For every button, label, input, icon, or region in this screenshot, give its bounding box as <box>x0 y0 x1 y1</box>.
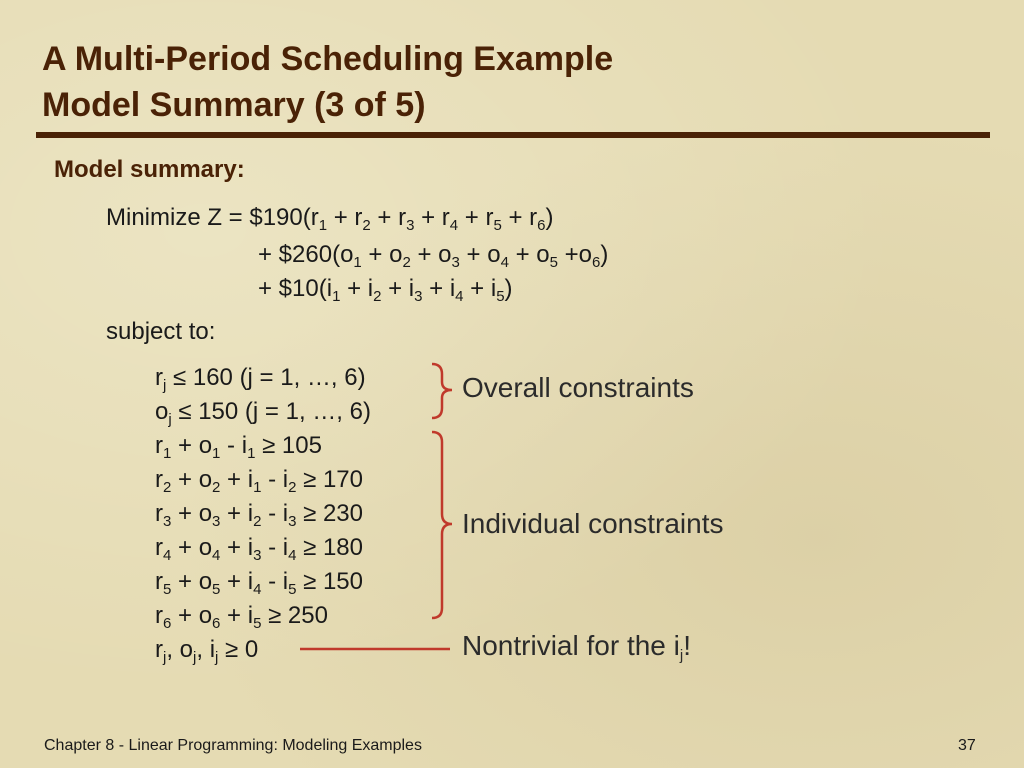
subscript: 3 <box>288 513 297 530</box>
math-text: ) <box>504 275 513 302</box>
math-text: + i <box>220 602 254 629</box>
math-text: ) <box>545 204 554 231</box>
subscript: 1 <box>318 217 328 234</box>
subscript: 3 <box>406 217 415 234</box>
individual-bracket <box>432 432 452 618</box>
subscript: 1 <box>163 445 172 462</box>
math-text: o <box>155 398 169 425</box>
math-text: r <box>155 602 163 629</box>
subscript: 1 <box>332 288 341 305</box>
subscript: 4 <box>212 547 221 564</box>
math-text: - i <box>220 432 248 459</box>
subscript: 1 <box>212 445 221 462</box>
subscript: 2 <box>163 479 172 496</box>
subscript: 2 <box>362 217 371 234</box>
math-text: - i <box>261 500 289 527</box>
math-text: ≥ 180 <box>296 534 363 561</box>
math-text: - i <box>261 534 289 561</box>
math-text: r <box>155 364 163 391</box>
math-text: + o <box>361 241 403 268</box>
math-text: r <box>155 432 163 459</box>
title-line-2: Model Summary (3 of 5) <box>42 86 426 124</box>
math-text: + i <box>220 466 254 493</box>
subscript: 6 <box>537 217 546 234</box>
subscript: 6 <box>163 615 172 632</box>
math-text: r <box>155 534 163 561</box>
title-line-1: A Multi-Period Scheduling Example <box>42 40 614 78</box>
math-text: + o <box>459 241 501 268</box>
math-text: ≥ 170 <box>296 466 363 493</box>
subscript: 1 <box>253 479 262 496</box>
math-text: + $10(i <box>258 275 333 302</box>
page-number: 37 <box>958 737 976 754</box>
math-text: + i <box>340 275 374 302</box>
math-text: + $260(o <box>258 241 354 268</box>
subscript: 6 <box>212 615 221 632</box>
math-text: r <box>155 568 163 595</box>
subscript: 3 <box>451 254 460 271</box>
model-summary-heading: Model summary: <box>54 156 245 183</box>
math-text: + r <box>501 204 538 231</box>
subscript: 4 <box>253 581 262 598</box>
subscript: 6 <box>591 254 601 271</box>
math-text: - i <box>261 466 289 493</box>
math-text: + o <box>171 500 213 527</box>
math-text: + o <box>171 534 213 561</box>
math-text: + r <box>414 204 450 231</box>
subscript: 2 <box>373 288 382 305</box>
math-text: ≥ 105 <box>255 432 322 459</box>
math-text: ≥ 150 <box>296 568 363 595</box>
math-text: + o <box>410 241 452 268</box>
math-text: + o <box>508 241 550 268</box>
subscript: 5 <box>496 288 505 305</box>
math-text: + i <box>422 275 456 302</box>
subscript: 2 <box>402 254 411 271</box>
subscript: j <box>168 411 172 428</box>
footer-chapter: Chapter 8 - Linear Programming: Modeling Examples <box>44 737 422 754</box>
subscript: 2 <box>212 479 221 496</box>
math-text: r <box>155 500 163 527</box>
subscript: 4 <box>288 547 297 564</box>
subscript: 3 <box>212 513 221 530</box>
subscript: 1 <box>353 254 362 271</box>
subscript: 5 <box>288 581 297 598</box>
math-text: + o <box>171 602 213 629</box>
math-text: ≤ 150 (j = 1, …, 6) <box>171 398 371 425</box>
math-text: + r <box>370 204 407 231</box>
math-text: + r <box>327 204 363 231</box>
nontrivial-label <box>462 630 691 662</box>
math-text: r <box>155 636 163 663</box>
subscript: 4 <box>163 547 172 564</box>
subscript: j <box>163 377 167 394</box>
math-text: +o <box>557 241 592 268</box>
math-text: ≥ 230 <box>296 500 363 527</box>
subscript: 4 <box>500 254 509 271</box>
subscript: 4 <box>449 217 459 234</box>
math-text: + i <box>381 275 415 302</box>
math-text: + o <box>171 466 213 493</box>
math-text: , o <box>166 636 194 663</box>
subscript: 2 <box>253 513 262 530</box>
nontrivial-subscript: j <box>679 647 684 664</box>
subscript: j <box>193 649 197 666</box>
subject-to-label: subject to: <box>106 318 216 345</box>
math-text: ≤ 160 (j = 1, …, 6) <box>166 364 366 391</box>
subscript: j <box>215 649 219 666</box>
math-text: + i <box>220 500 254 527</box>
overall-bracket <box>432 364 452 418</box>
nontrivial-suffix: ! <box>683 630 691 661</box>
overall-constraints-label: Overall constraints <box>462 372 694 403</box>
math-text: + i <box>220 534 254 561</box>
math-text: ≥ 0 <box>218 636 259 663</box>
math-text: - i <box>261 568 289 595</box>
subscript: 1 <box>247 445 256 462</box>
math-text: r <box>155 466 163 493</box>
subscript: 5 <box>212 581 221 598</box>
subscript: 5 <box>163 581 172 598</box>
math-text: + o <box>171 568 213 595</box>
subscript: 3 <box>414 288 423 305</box>
individual-constraints-label: Individual constraints <box>462 508 724 539</box>
subscript: 5 <box>493 217 502 234</box>
math-text: ) <box>600 241 609 268</box>
math-text: + i <box>220 568 254 595</box>
subscript: 3 <box>163 513 172 530</box>
math-text: , i <box>196 636 216 663</box>
math-text: + i <box>463 275 497 302</box>
subscript: 3 <box>253 547 262 564</box>
subscript: 5 <box>253 615 262 632</box>
subscript: 5 <box>549 254 558 271</box>
math-text: Minimize Z = $190(r <box>106 204 319 231</box>
subscript: 2 <box>288 479 297 496</box>
math-text: + r <box>458 204 494 231</box>
math-text: + o <box>171 432 213 459</box>
math-text: ≥ 250 <box>261 602 328 629</box>
subscript: j <box>163 649 167 666</box>
nontrivial-prefix: Nontrivial for the i <box>462 630 680 661</box>
subscript: 4 <box>455 288 464 305</box>
